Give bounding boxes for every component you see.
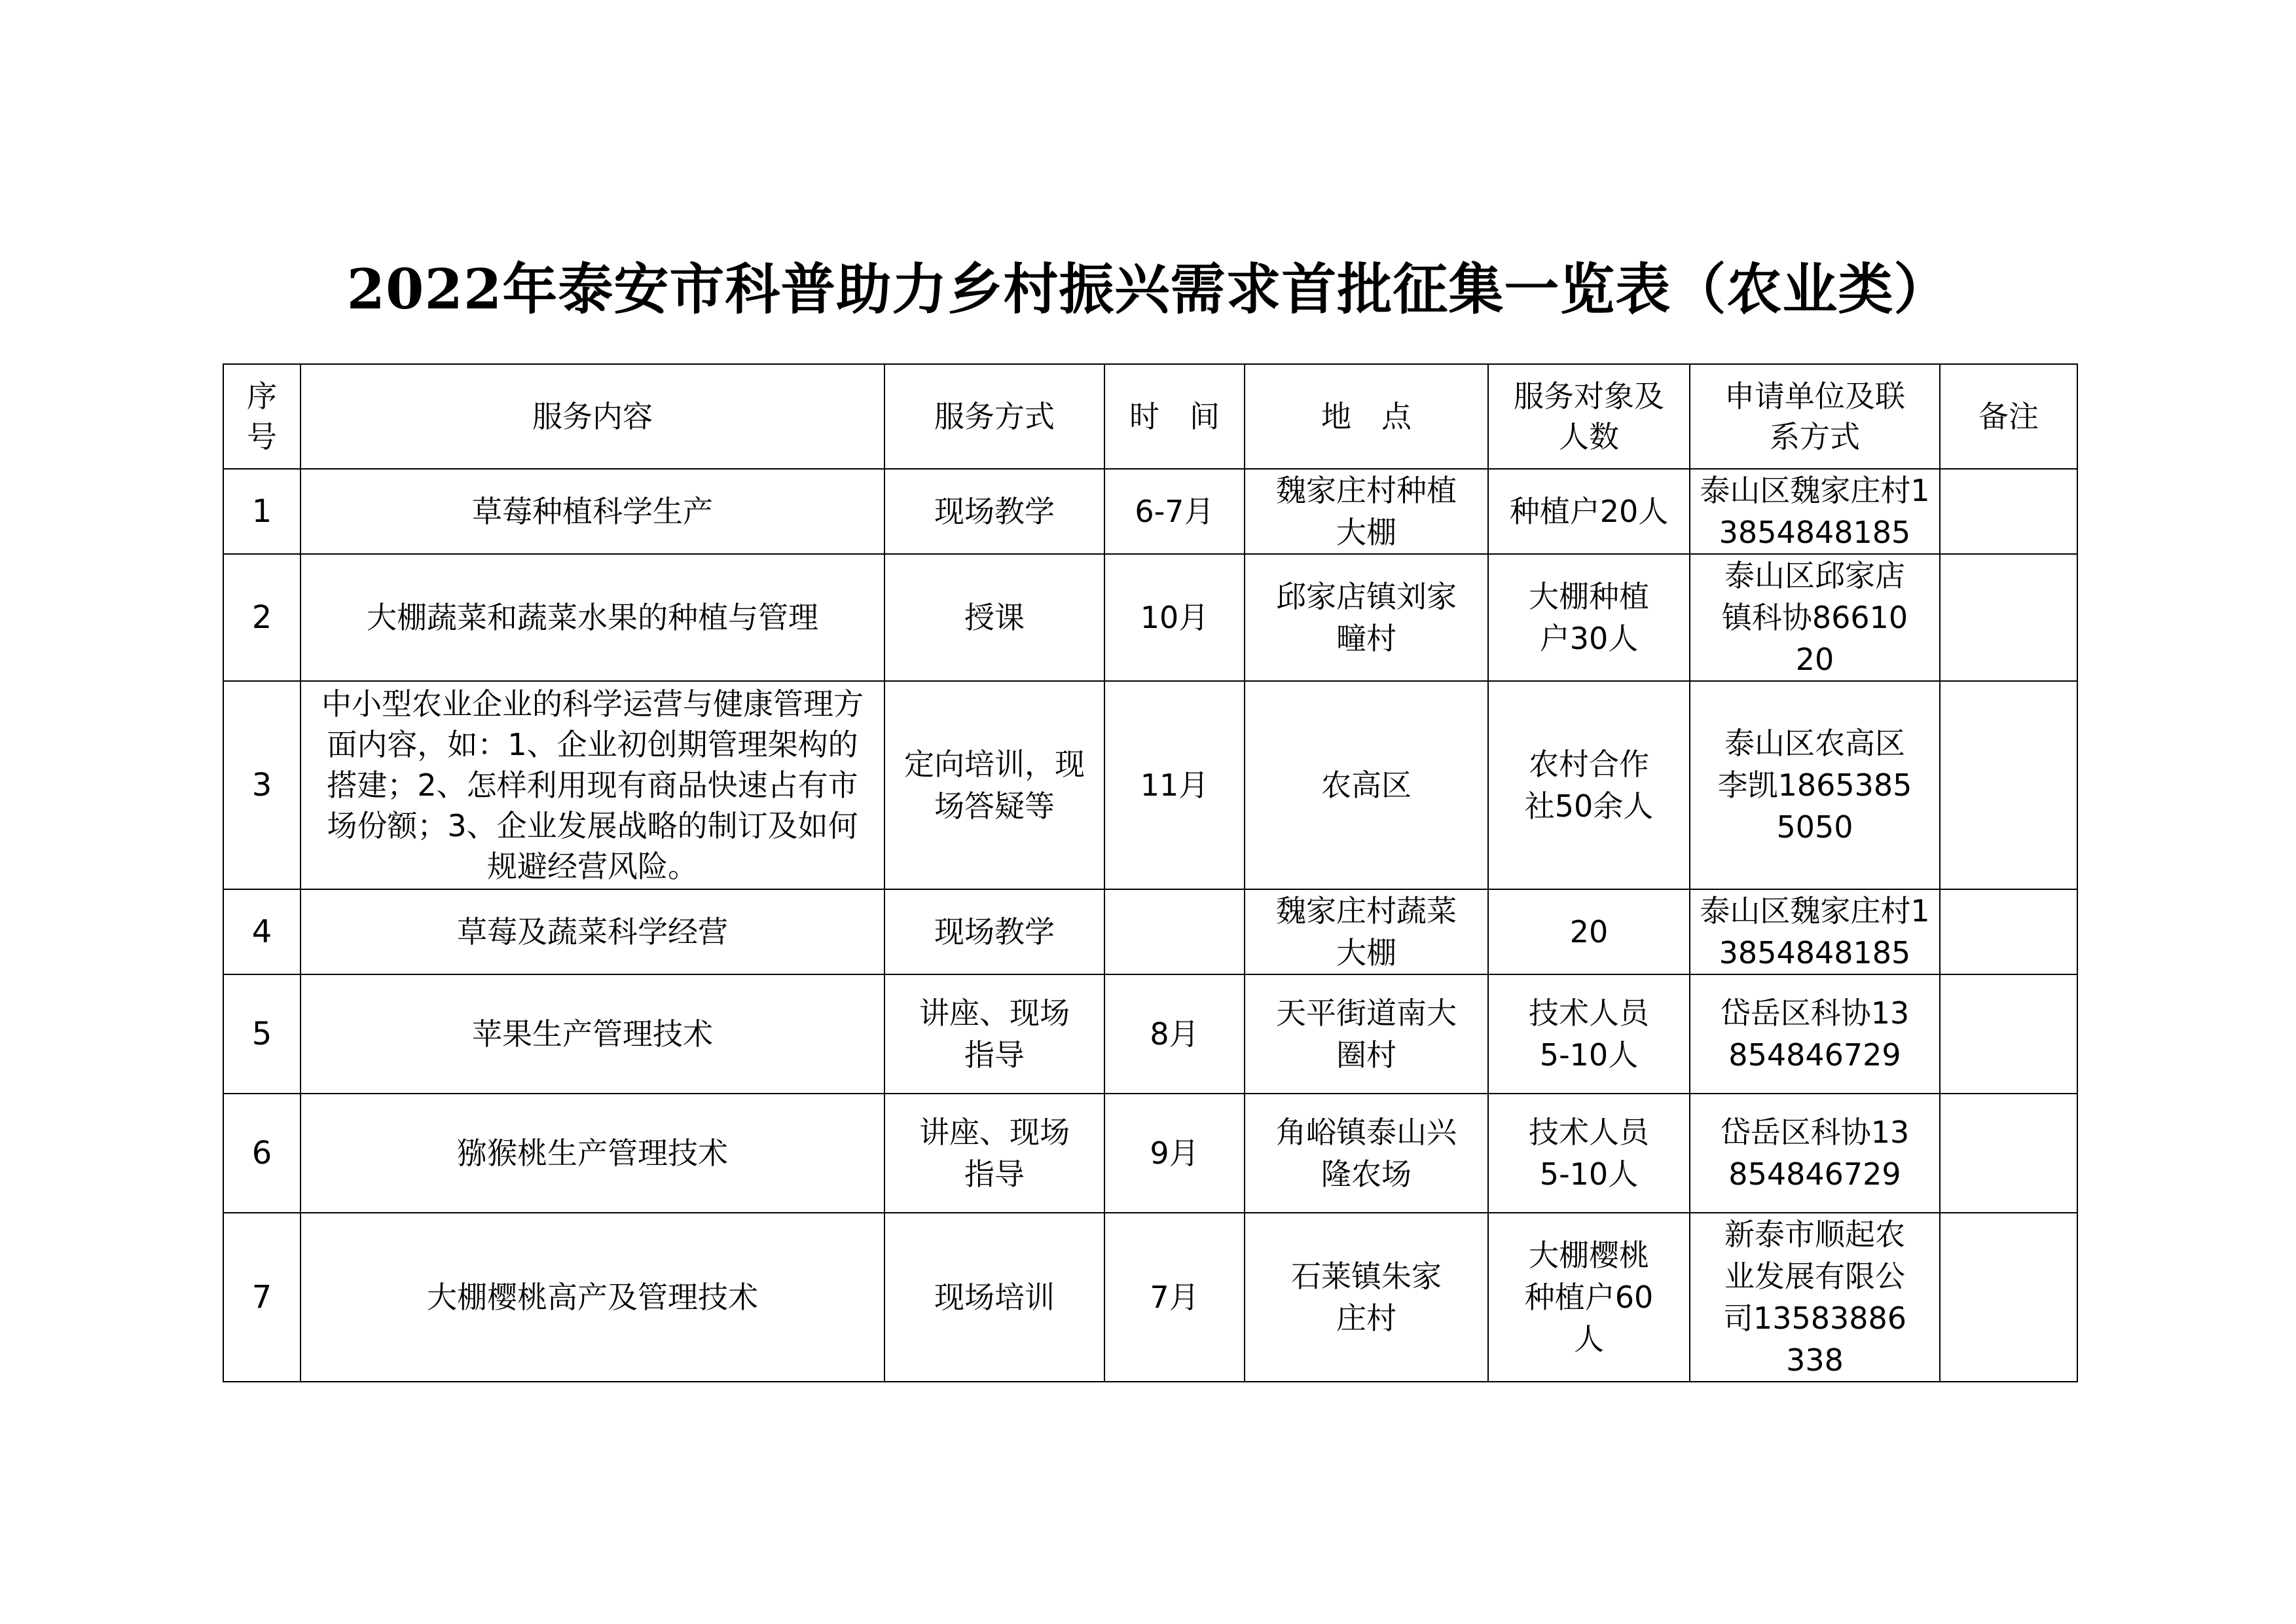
row-target: 20 xyxy=(1488,889,1690,974)
row-place: 邱家店镇刘家疃村 xyxy=(1245,554,1488,681)
row-seq: 7 xyxy=(223,1213,301,1382)
row-method: 现场培训 xyxy=(884,1213,1104,1382)
table-row xyxy=(223,889,2077,974)
row-time: 9月 xyxy=(1104,1094,1245,1213)
table-row xyxy=(223,1213,2077,1382)
row-time xyxy=(1104,889,1245,974)
row-note xyxy=(1940,469,2077,554)
row-seq: 4 xyxy=(223,889,301,974)
row-place: 农高区 xyxy=(1245,681,1488,889)
row-seq: 2 xyxy=(223,554,301,681)
row-place: 石莱镇朱家庄村 xyxy=(1245,1213,1488,1382)
table-row xyxy=(223,974,2077,1094)
row-applicant: 岱岳区科协13854846729 xyxy=(1690,1094,1940,1213)
row-time: 11月 xyxy=(1104,681,1245,889)
row-time: 8月 xyxy=(1104,974,1245,1094)
row-content: 中小型农业企业的科学运营与健康管理方面内容，如：1、企业初创期管理架构的搭建；2、怎样利用现有商品快速占有市场份额；3、企业发展战略的制订及如何规避经营风险。 xyxy=(301,681,884,889)
row-content: 草莓及蔬菜科学经营 xyxy=(301,889,884,974)
row-applicant: 泰山区农高区李凯18653855050 xyxy=(1690,681,1940,889)
row-applicant: 新泰市顺起农业发展有限公司13583886338 xyxy=(1690,1213,1940,1382)
row-time: 6-7月 xyxy=(1104,469,1245,554)
row-method: 授课 xyxy=(884,554,1104,681)
row-place: 魏家庄村蔬菜大棚 xyxy=(1245,889,1488,974)
table-row xyxy=(223,554,2077,681)
row-method: 定向培训，现场答疑等 xyxy=(884,681,1104,889)
header-applicant: 申请单位及联系方式 xyxy=(1690,364,1940,469)
row-seq: 6 xyxy=(223,1094,301,1213)
row-note xyxy=(1940,1094,2077,1213)
table-row xyxy=(223,681,2077,889)
row-method: 现场教学 xyxy=(884,889,1104,974)
row-target: 大棚种植户30人 xyxy=(1488,554,1690,681)
header-target: 服务对象及人数 xyxy=(1488,364,1690,469)
row-content: 草莓种植科学生产 xyxy=(301,469,884,554)
row-seq: 5 xyxy=(223,974,301,1094)
row-content: 苹果生产管理技术 xyxy=(301,974,884,1094)
row-target: 农村合作社50余人 xyxy=(1488,681,1690,889)
header-row xyxy=(223,364,2077,469)
row-place: 天平街道南大圈村 xyxy=(1245,974,1488,1094)
table-row xyxy=(223,469,2077,554)
row-time: 10月 xyxy=(1104,554,1245,681)
requirements-table xyxy=(223,363,2078,1382)
row-note xyxy=(1940,681,2077,889)
page-title: 2022年泰安市科普助力乡村振兴需求首批征集一览表（农业类） xyxy=(346,257,1950,322)
header-method: 服务方式 xyxy=(884,364,1104,469)
row-note xyxy=(1940,974,2077,1094)
row-content: 猕猴桃生产管理技术 xyxy=(301,1094,884,1213)
row-target: 种植户20人 xyxy=(1488,469,1690,554)
row-method: 讲座、现场指导 xyxy=(884,974,1104,1094)
row-target: 大棚樱桃种植户60人 xyxy=(1488,1213,1690,1382)
row-seq: 1 xyxy=(223,469,301,554)
row-method: 讲座、现场指导 xyxy=(884,1094,1104,1213)
header-place: 地 点 xyxy=(1245,364,1488,469)
row-target: 技术人员5-10人 xyxy=(1488,1094,1690,1213)
row-target: 技术人员5-10人 xyxy=(1488,974,1690,1094)
row-place: 魏家庄村种植大棚 xyxy=(1245,469,1488,554)
row-time: 7月 xyxy=(1104,1213,1245,1382)
header-time: 时 间 xyxy=(1104,364,1245,469)
row-note xyxy=(1940,889,2077,974)
row-note xyxy=(1940,1213,2077,1382)
row-place: 角峪镇泰山兴隆农场 xyxy=(1245,1094,1488,1213)
row-seq: 3 xyxy=(223,681,301,889)
row-method: 现场教学 xyxy=(884,469,1104,554)
row-content: 大棚蔬菜和蔬菜水果的种植与管理 xyxy=(301,554,884,681)
row-applicant: 泰山区邱家店镇科协8661020 xyxy=(1690,554,1940,681)
header-content: 服务内容 xyxy=(301,364,884,469)
row-applicant: 泰山区魏家庄村13854848185 xyxy=(1690,889,1940,974)
table-row xyxy=(223,1094,2077,1213)
row-applicant: 岱岳区科协13854846729 xyxy=(1690,974,1940,1094)
header-seq: 序号 xyxy=(223,364,301,469)
row-content: 大棚樱桃高产及管理技术 xyxy=(301,1213,884,1382)
header-note: 备注 xyxy=(1940,364,2077,469)
row-applicant: 泰山区魏家庄村13854848185 xyxy=(1690,469,1940,554)
row-note xyxy=(1940,554,2077,681)
